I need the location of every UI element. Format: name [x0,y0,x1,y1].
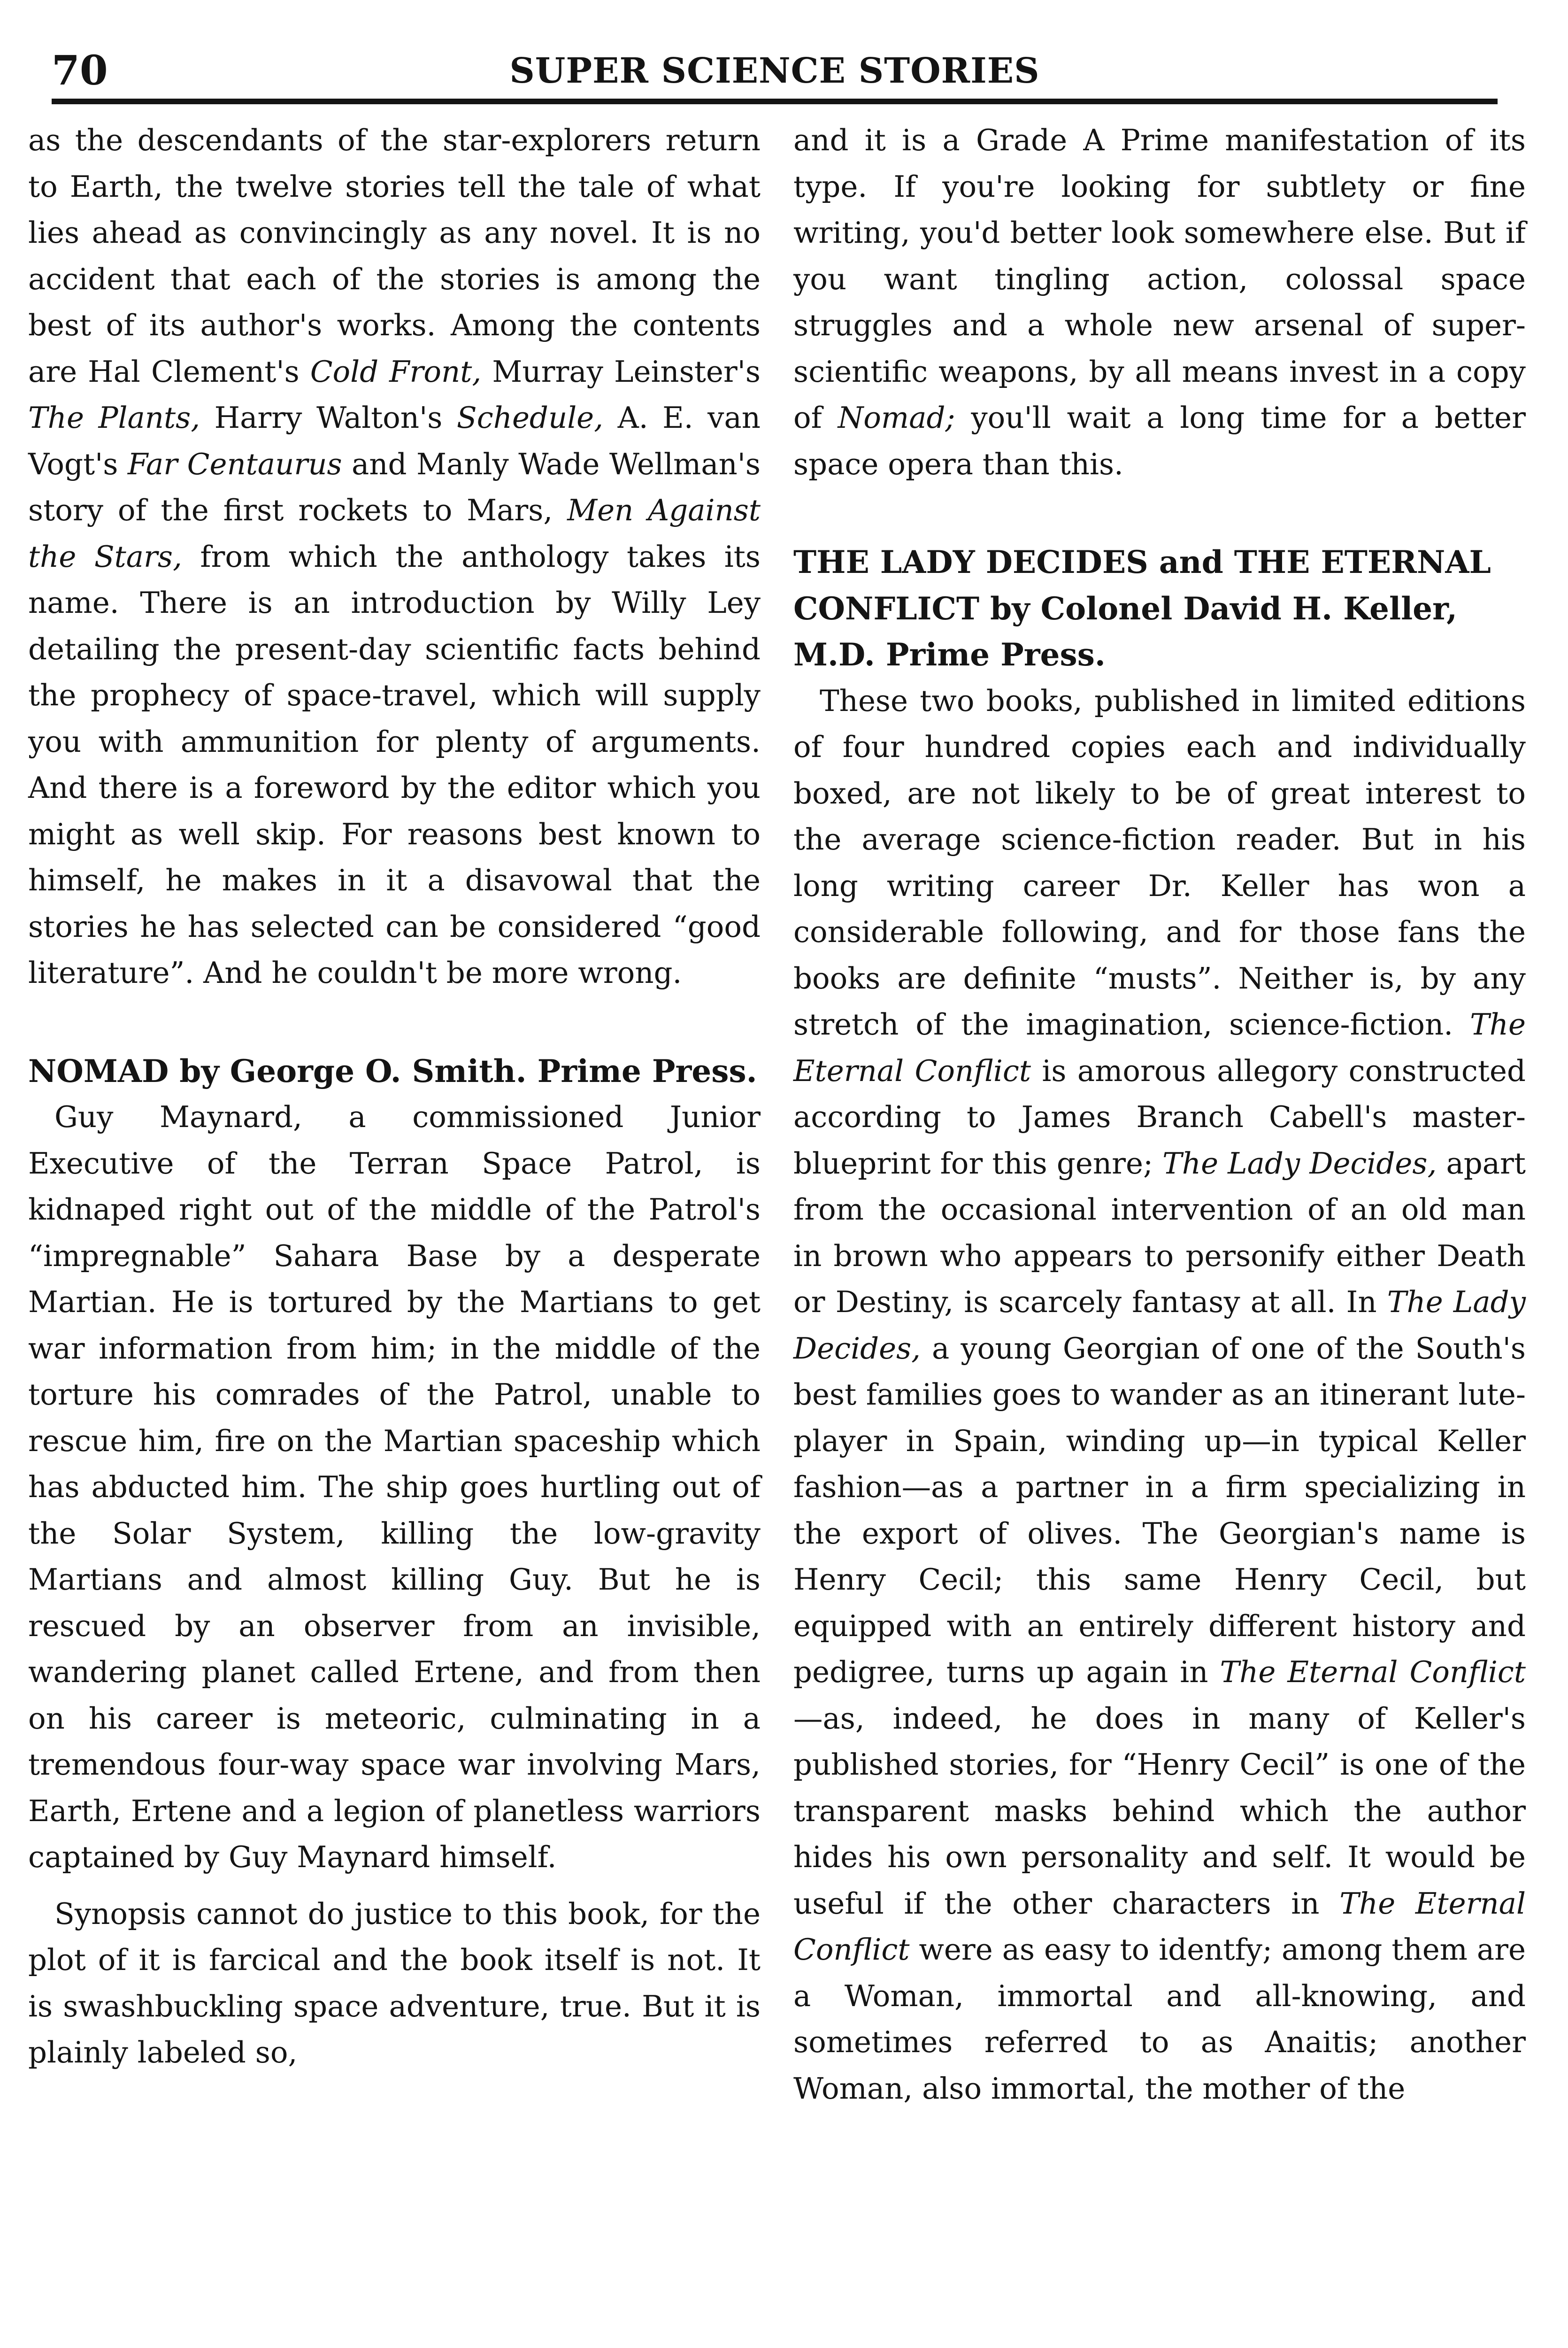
header-rule [52,99,1498,104]
left-column [28,117,761,2076]
running-title: SUPER SCIENCE STORIES [509,51,1040,91]
review-paragraph: Synopsis cannot do justice to this book, for the plot of it is farcical and the book itself is not. It is swashbuckling space adventure, true. But it is plainly labeled so, [28,1896,761,2070]
page-number: 70 [52,47,108,94]
review-paragraph: These two books, published in limited editions of four hundred copies each and individually boxed, are not likely to be of great interest to the average science-fiction reader. But in his long writing career Dr. Keller has won a considerable following, and for those fans the books are definite “musts”. Neither is, by any stretch of the imagination, science-fiction. The Eternal Conflict is amorous allegory constructed according to James Branch Cabell's master-blueprint for this genre; The Lady Decides, apart from the occasional intervention of an old man in brown who appears to personify either Death or Destiny, is scarcely fantasy at all. In The Lady Decides, a young Georgian of one of the South's best families goes to wander as an itinerant lute-player in Spain, winding up—in typical Keller fashion—as a partner in a firm specializing in the export of olives. The Georgian's name is Henry Cecil; this same Henry Cecil, but equipped with an entirely different history and pedigree, turns up again in The Eternal Conflict—as, indeed, he does in many of Keller's published stories, for “Henry Cecil” is one of the transparent masks behind which the author hides his own personality and self. It would be useful if the other characters in The Eternal Conflict were as easy to identfy; among them are a Woman, immortal and all-knowing, and sometimes referred to as Anaitis; another Woman, also immortal, the mother of the [793,683,1526,2106]
review-paragraph: as the descendants of the star-explorers return to Earth, the twelve stories tell the tale of what lies ahead as convincingly as any novel. It is no accident that each of the stories is among the best of its author's works. Among the contents are Hal Clement's Cold Front, Murray Leinster's The Plants, Harry Walton's Schedule, A. E. van Vogt's Far Centaurus and Manly Wade Wellman's story of the first rockets to Mars, Men Against the Stars, from which the anthology takes its name. There is an introduction by Willy Ley detailing the present-day scientific facts behind the prophecy of space-travel, which will supply you with ammunition for plenty of arguments. And there is a foreword by the editor which you might as well skip. For reasons best known to himself, he makes in it a disavowal that the stories he has selected can be considered “good literature”. And he couldn't be more wrong. [28,123,761,990]
review-paragraph: Guy Maynard, a commissioned Junior Executive of the Terran Space Patrol, is kidnaped right out of the middle of the Patrol's “impregnable” Sahara Base by a desperate Martian. He is tortured by the Martians to get war information from him; in the middle of the torture his comrades of the Patrol, unable to rescue him, fire on the Martian spaceship which has abducted him. The ship goes hurtling out of the Solar System, killing the low-gravity Martians and almost killing Guy. But he is rescued by an observer from an invisible, wandering planet called Ertene, and from then on his career is meteoric, culminating in a tremendous four-way space war involving Mars, Earth, Ertene and a legion of planetless warriors captained by Guy Maynard himself. [28,1100,761,1874]
review-paragraph: and it is a Grade A Prime manifestation of its type. If you're looking for subtlety or fine writing, you'd better look somewhere else. But if you want tingling action, colossal space struggles and a whole new arsenal of super-scientific weapons, by all means invest in a copy of Nomad; you'll wait a long time for a better space opera than this. [793,123,1526,481]
page-header [52,45,1498,97]
right-column [793,117,1526,2112]
review-heading-nomad: NOMAD by George O. Smith. Prime Press. [28,1052,757,1089]
review-heading-lady-decides: THE LADY DECIDES and THE ETERNAL CONFLICT by Colonel David H. Keller, M.D. Prime Press. [793,544,1491,673]
